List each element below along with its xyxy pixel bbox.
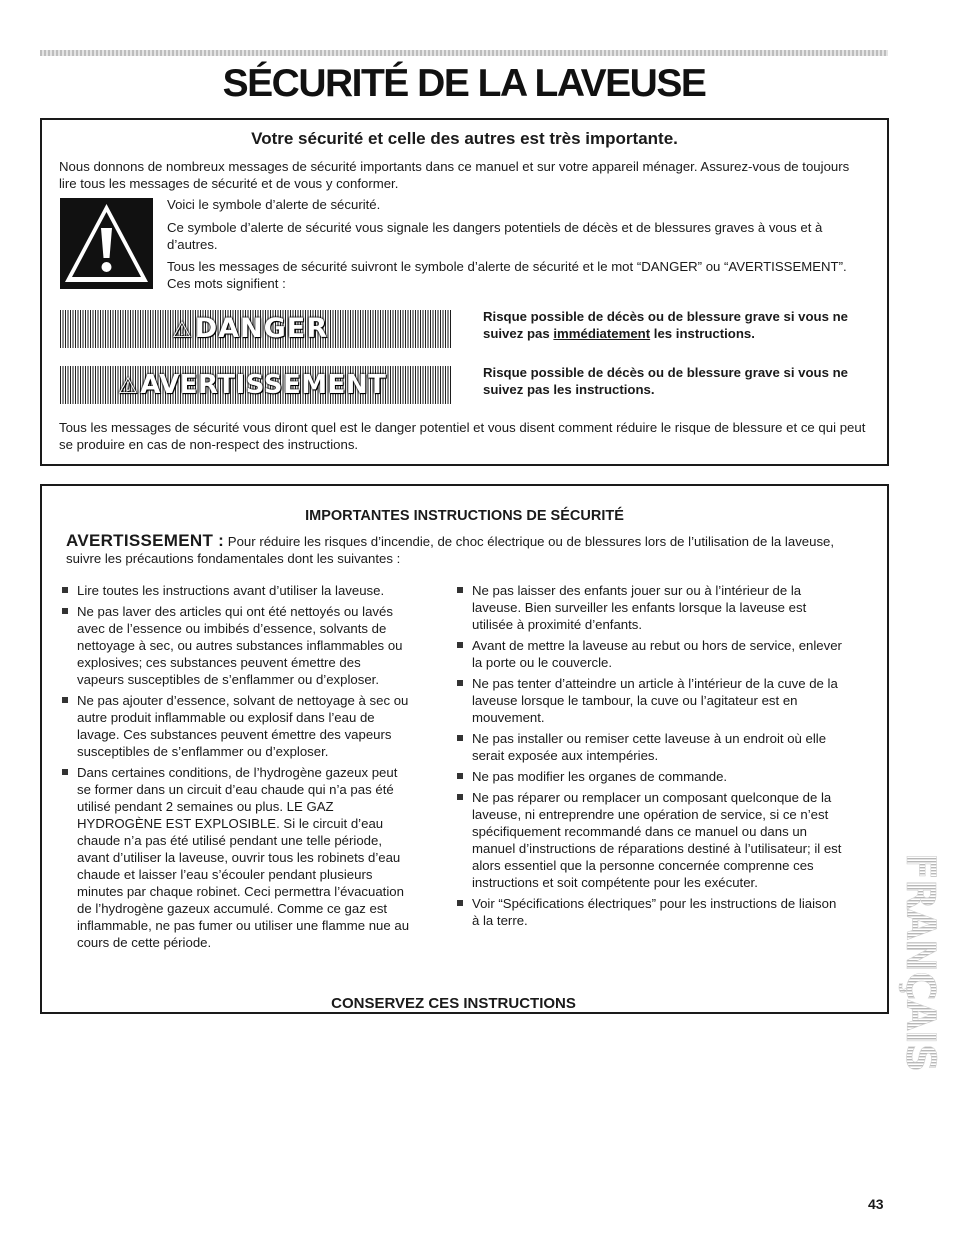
- avertissement-label: AVERTISSEMENT: [140, 370, 387, 400]
- warning-paragraph: [66, 532, 856, 567]
- svg-text:FRANÇAIS: FRANÇAIS: [897, 852, 943, 1072]
- warning-label: AVERTISSEMENT :: [66, 531, 225, 550]
- list-item: Ne pas tenter d’atteindre un article à l’intérieur de la cuve de la laveuse lorsque le tambour, la cuve ou l’agitateur est en mouvement.: [455, 675, 845, 726]
- list-item: Dans certaines conditions, de l’hydrogène gazeux peut se former dans un circuit d’eau chaude qui n’a pas été utilisé pendant 2 semaines ou plus. LE GAZ HYDROGÈNE EST EXPLOSIBLE. Si le circuit d’eau chaude n’a pas été utilisé pendant une telle période, avant d’utiliser la laveuse, ouvrir tous les robinets d’eau chaude et laisser l’eau s’écouler pendant plusieurs minutes par chaque robinet. Ceci permettra l’évacuation de l’hydrogène gazeux accumulé. Comme ce gaz est inflammable, ne pas fumer ou utiliser une flamme nue au cours de cette période.: [60, 764, 410, 951]
- instructions-footer: CONSERVEZ CES INSTRUCTIONS: [331, 995, 576, 1012]
- list-item: Voir “Spécifications électriques” pour les instructions de liaison à la terre.: [455, 895, 845, 929]
- list-item: Ne pas installer ou remiser cette laveuse à un endroit où elle serait exposée aux intempéries.: [455, 730, 845, 764]
- list-item: Ne pas réparer ou remplacer un composant quelconque de la laveuse, ni entreprendre une opération de service, si ce n’est spécifiquement recommandé dans ce manuel ou dans un manuel d’instructions de réparations destiné à l’utilisateur; il est alors essentiel que la personne concernée comprenne ces instructions et soit compétente pour les exécuter.: [455, 789, 845, 891]
- symbol-description: Ce symbole d’alerte de sécurité vous signale les dangers potentiels de décès et de blessures graves à vous et à d’autres.: [167, 220, 823, 252]
- symbol-follow: Tous les messages de sécurité suivront le symbole d’alerte de sécurité et le mot “DANGER” ou “AVERTISSEMENT”. Ces mots signifient :: [167, 259, 847, 291]
- danger-label: DANGER: [194, 313, 329, 344]
- safety-heading: Votre sécurité et celle des autres est très importante.: [251, 129, 678, 148]
- language-side-label: [897, 852, 943, 1072]
- instructions-box: [40, 484, 889, 1014]
- page-number: 43: [868, 1196, 884, 1212]
- top-rule: [40, 50, 888, 56]
- avertissement-banner: [60, 366, 452, 404]
- avertissement-description: Risque possible de décès ou de blessure grave si vous ne suivez pas les instructions.: [483, 365, 848, 397]
- safety-intro: Nous donnons de nombreux messages de sécurité importants dans ce manuel et sur votre appareil ménager. Assurez-vous de toujours lire tous les messages de sécurité et de vous y conformer.: [59, 159, 850, 191]
- danger-emphasis: immédiatement: [553, 326, 651, 341]
- safety-alert-icon: [60, 198, 153, 289]
- list-item: Ne pas laver des articles qui ont été nettoyés ou lavés avec de l’essence ou imbibés d’essence, solvants de nettoyage à sec, ou autres substances inflammables ou explosives; ces substances peuvent émettre des vapeurs susceptibles de s’enflammer ou d’exploser.: [60, 603, 410, 688]
- warning-text: Pour réduire les risques d’incendie, de choc électrique ou de blessures lors de l’utilisation de la laveuse, suivre les précautions fondamentales dont les suivantes :: [66, 534, 835, 566]
- list-item: Avant de mettre la laveuse au rebut ou hors de service, enlever la porte ou le couvercle.: [455, 637, 845, 671]
- safety-box: [40, 118, 889, 466]
- instructions-right-list: [455, 582, 845, 933]
- list-item: Lire toutes les instructions avant d’utiliser la laveuse.: [60, 582, 410, 599]
- page-title: SÉCURITÉ DE LA LAVEUSE: [222, 62, 706, 105]
- list-item: Ne pas modifier les organes de commande.: [455, 768, 845, 785]
- safety-closing: Tous les messages de sécurité vous diront quel est le danger potentiel et vous disent comment réduire le risque de blessure et ce qui peut se produire en cas de non-respect des instructions.: [59, 420, 866, 452]
- instructions-heading: IMPORTANTES INSTRUCTIONS DE SÉCURITÉ: [305, 508, 624, 524]
- danger-description: Risque possible de décès ou de blessure grave si vous ne suivez pas immédiatement les instructions.: [483, 309, 848, 341]
- list-item: Ne pas laisser des enfants jouer sur ou à l’intérieur de la laveuse. Bien surveiller les enfants lorsque la laveuse est utilisée à proximité d’enfants.: [455, 582, 845, 633]
- warning-triangle-icon: ⚠: [172, 318, 193, 343]
- warning-triangle-icon: ⚠: [118, 374, 139, 399]
- list-item: Ne pas ajouter d’essence, solvant de nettoyage à sec ou autre produit inflammable ou explosif dans l’eau de lavage. Ces substances peuvent émettre des vapeurs susceptibles de s’enflammer ou d’exploser.: [60, 692, 410, 760]
- instructions-left-list: [60, 582, 410, 955]
- danger-banner: [60, 310, 452, 348]
- symbol-intro: Voici le symbole d’alerte de sécurité.: [167, 197, 381, 212]
